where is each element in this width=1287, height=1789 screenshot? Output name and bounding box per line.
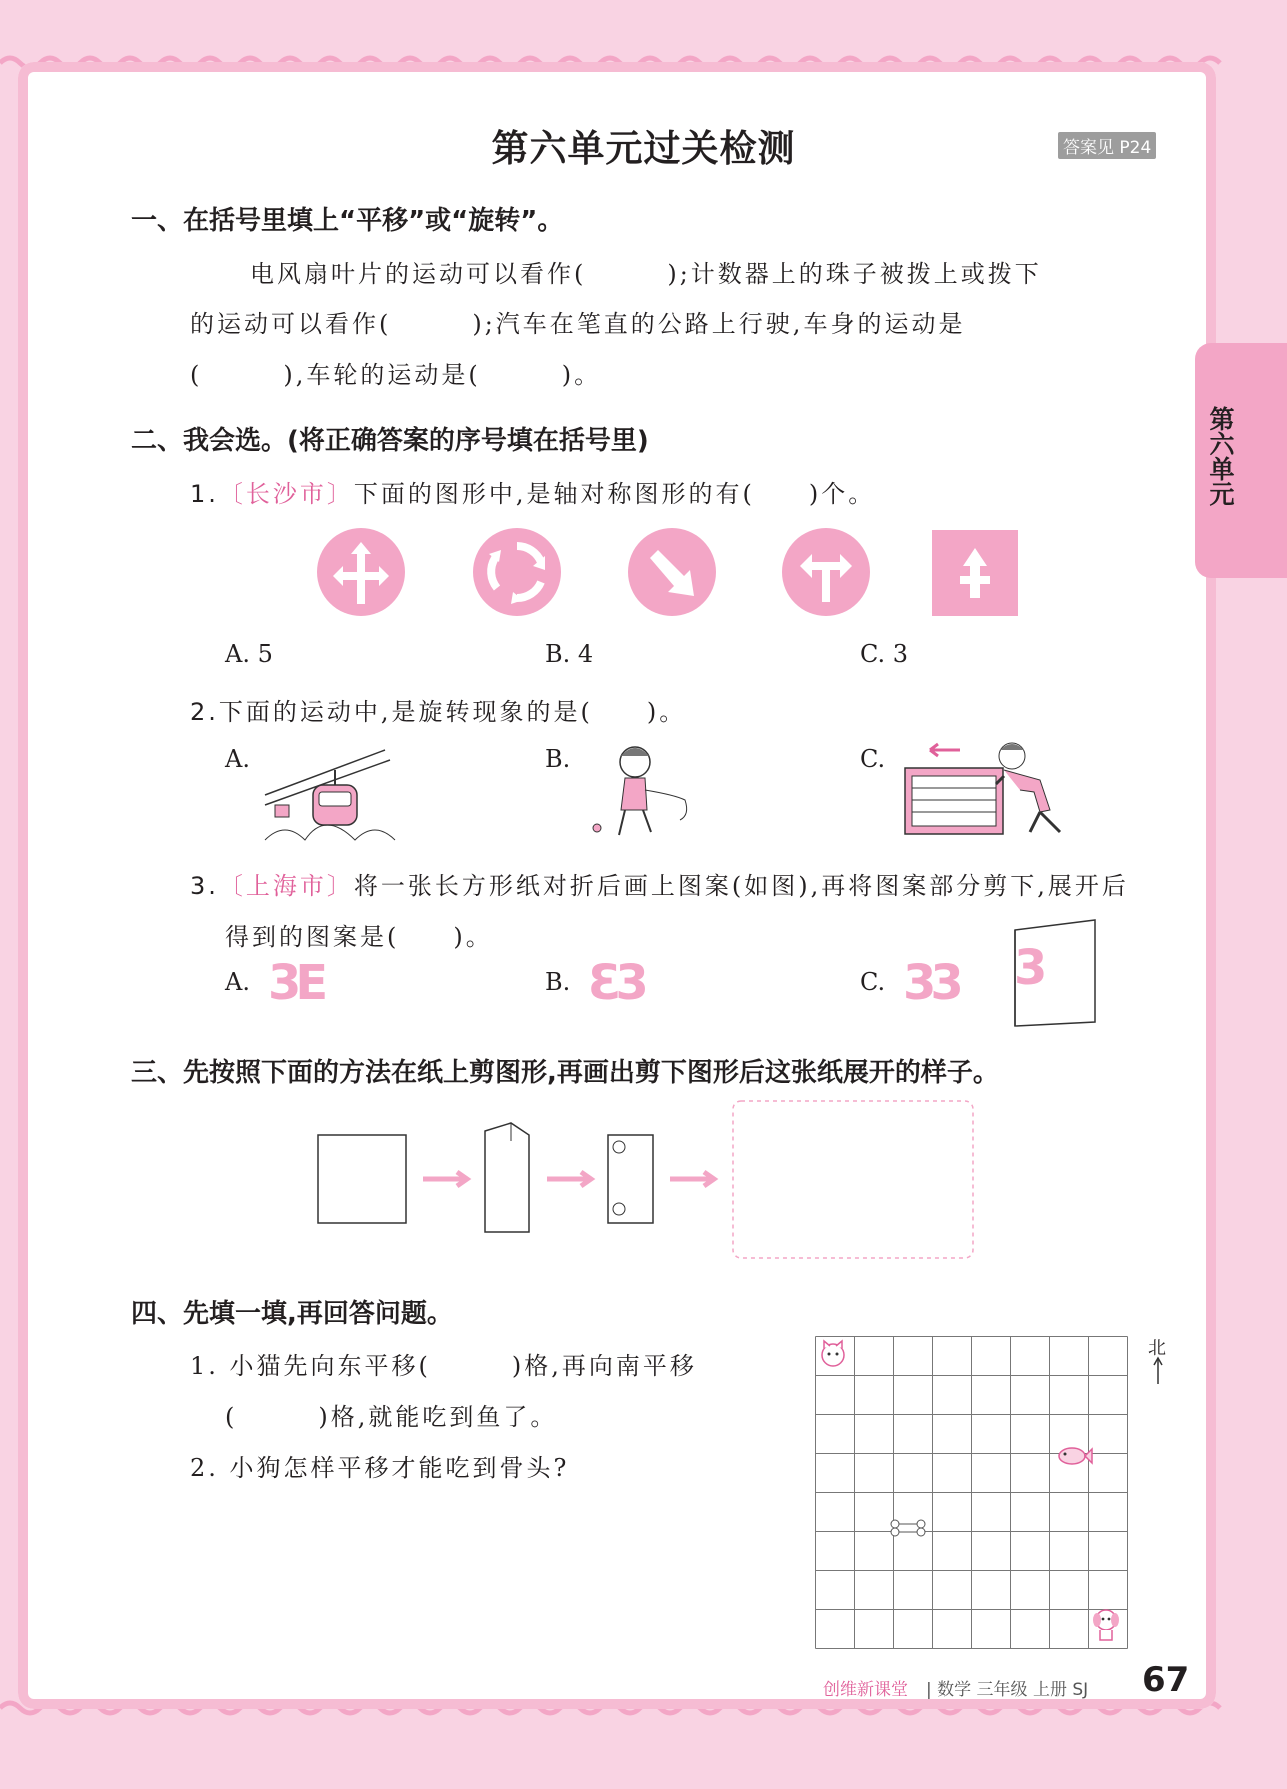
dog-icon xyxy=(1093,1610,1119,1640)
q1-option-b: B. 4 xyxy=(545,640,594,668)
q1-tag: 〔长沙市〕 xyxy=(218,480,354,508)
section1-line2: 的运动可以看作( );汽车在笔直的公路上行驶,车身的运动是 xyxy=(190,310,966,338)
q3-tag: 〔上海市〕 xyxy=(218,872,354,900)
q3-glyph-c: 33 xyxy=(903,955,958,1011)
pushing-box-illustration xyxy=(900,740,1090,840)
q1-line xyxy=(190,474,875,509)
q3-option-b: B. xyxy=(545,968,571,996)
step1-square-paper xyxy=(318,1135,406,1223)
north-arrow-icon xyxy=(1150,1356,1166,1386)
section4-q1-line2: ( )格,就能吃到鱼了。 xyxy=(225,1403,558,1431)
q3-glyph-b: Ɛ3 xyxy=(588,955,643,1011)
q1-option-c: C. 3 xyxy=(860,640,909,668)
q3-line2: 得到的图案是( )。 xyxy=(225,923,493,951)
movement-grid xyxy=(815,1336,1127,1648)
section4-q1-line1: 1. 小猫先向东平移( )格,再向南平移 xyxy=(190,1352,697,1380)
q2-num: 2. xyxy=(190,698,219,726)
step2-folded-paper xyxy=(485,1123,529,1232)
page-number: 67 xyxy=(1142,1660,1190,1700)
section1-heading: 一、在括号里填上“平移”或“旋转”。 xyxy=(131,206,564,236)
q2-option-c: C. xyxy=(860,745,886,773)
north-label: 北 xyxy=(1148,1338,1166,1359)
section1-line3: ( ),车轮的运动是( )。 xyxy=(190,361,602,389)
footer-brand: 创维新课堂 xyxy=(823,1680,908,1700)
page-title: 第六单元过关检测 xyxy=(491,127,796,170)
step-arrow-2 xyxy=(547,1172,591,1186)
section1-line1: 电风扇叶片的运动可以看作( );计数器上的珠子被拨上或拨下 xyxy=(250,260,1042,288)
section4-q2-line: 2. 小狗怎样平移才能吃到骨头? xyxy=(190,1454,570,1482)
q1-text: 下面的图形中,是轴对称图形的有( )个。 xyxy=(353,480,876,508)
fish-icon xyxy=(1059,1448,1092,1464)
bone-icon xyxy=(891,1520,925,1536)
sign-diagonal-arrow xyxy=(626,526,718,618)
side-tab-label: 第六单元 xyxy=(1206,406,1235,506)
q1-num: 1. xyxy=(190,480,219,508)
spinning-top-illustration xyxy=(585,740,705,840)
cable-car-illustration xyxy=(265,740,405,840)
q3-glyph-folded: 3 xyxy=(1014,940,1048,996)
q1-option-a: A. 5 xyxy=(225,640,273,668)
step-arrow-1 xyxy=(423,1172,467,1186)
q3-glyph-a: 3E xyxy=(268,955,323,1011)
sign-roundabout xyxy=(471,526,563,618)
q2-text: 下面的运动中,是旋转现象的是( )。 xyxy=(218,698,687,726)
q3-option-c: C. xyxy=(860,968,886,996)
q3-line1 xyxy=(190,866,1129,901)
sign-left-right xyxy=(780,526,872,618)
paper-cutting-steps xyxy=(315,1095,975,1260)
q2-option-a: A. xyxy=(225,745,250,773)
step-arrow-3 xyxy=(670,1172,714,1186)
q3-option-a: A. xyxy=(225,968,250,996)
q3-text: 将一张长方形纸对折后画上图案(如图),再将图案部分剪下,展开后 xyxy=(353,872,1129,900)
footer-book-info: | 数学 三年级 上册 SJ xyxy=(926,1680,1089,1700)
answer-drawing-box xyxy=(733,1101,973,1258)
q2-line xyxy=(190,692,686,727)
sign-straight-left-right xyxy=(315,526,407,618)
section4-heading: 四、先填一填,再回答问题。 xyxy=(131,1299,453,1329)
cat-icon xyxy=(822,1341,844,1366)
q3-num: 3. xyxy=(190,872,219,900)
q2-option-b: B. xyxy=(545,745,571,773)
section3-heading: 三、先按照下面的方法在纸上剪图形,再画出剪下图形后这张纸展开的样子。 xyxy=(131,1058,999,1088)
answer-reference: 答案见 P24 xyxy=(1058,132,1156,159)
section2-heading: 二、我会选。(将正确答案的序号填在括号里) xyxy=(131,426,649,456)
sign-square-arrow xyxy=(932,530,1018,616)
